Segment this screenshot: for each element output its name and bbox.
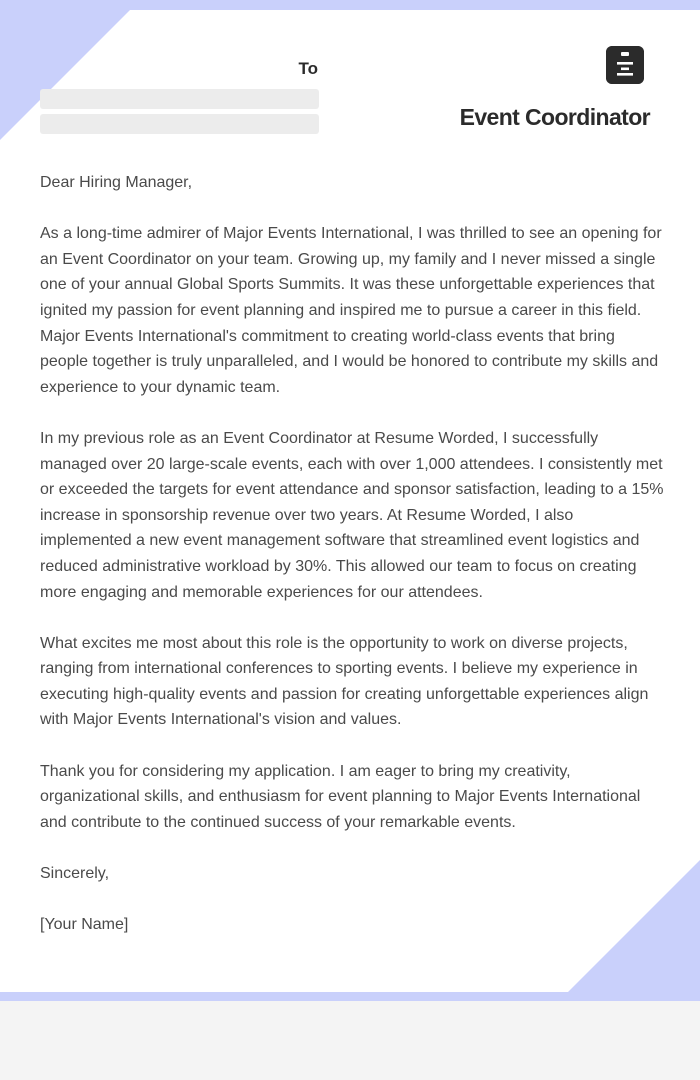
closing: Sincerely, (40, 865, 110, 883)
letter-body (40, 170, 666, 963)
recipient-placeholder-line (40, 89, 319, 109)
body-paragraph: In my previous role as an Event Coordinator at Resume Worded, I successfully managed over 20 large-scale events, each with over 1,000 attendees. I consistently met or exceeded the targets for event attendance and sponsor satisfaction, leading to a 15% increase in sponsorship revenue over two years. At Resume Worded, I also implemented a new event management software that streamlined event logistics and reduced administrative workload by 30%. This allowed our team to focus on creating more engaging and memorable experiences for our attendees. (40, 429, 664, 601)
body-paragraph: Thank you for considering my application. I am eager to bring my creativity, organizational skills, and enthusiasm for event planning to Major Events International and contribute to the continued success of your remarkable events. (40, 762, 641, 831)
recipient-placeholder-line (40, 114, 319, 134)
recipient-label: To (298, 59, 318, 78)
job-title-heading: Event Coordinator (459, 104, 650, 130)
salutation: Dear Hiring Manager, (40, 174, 193, 191)
body-paragraph: What excites me most about this role is the opportunity to work on diverse projects, ranging from international conferences to sporting events. I believe my experience in executing high-quality events and passion for creating unforgettable experiences align with Major Events International's vision and values. (40, 634, 649, 729)
document-logo-icon (606, 46, 644, 84)
signature: [Your Name] (40, 916, 129, 934)
letter-sheet (0, 10, 700, 992)
body-paragraph: As a long-time admirer of Major Events International, I was thrilled to see an opening for an Event Coordinator on your team. Growing up, my family and I never missed a single one of your annual Global Sports Summits. It was these unforgettable experiences that ignited my passion for event planning and inspired me to pursue a career in this field. Major Events International's commitment to creating world-class events that bring people together is truly unparalleled, and I would be honored to contribute my skills and experience to your dynamic team. (40, 225, 662, 396)
